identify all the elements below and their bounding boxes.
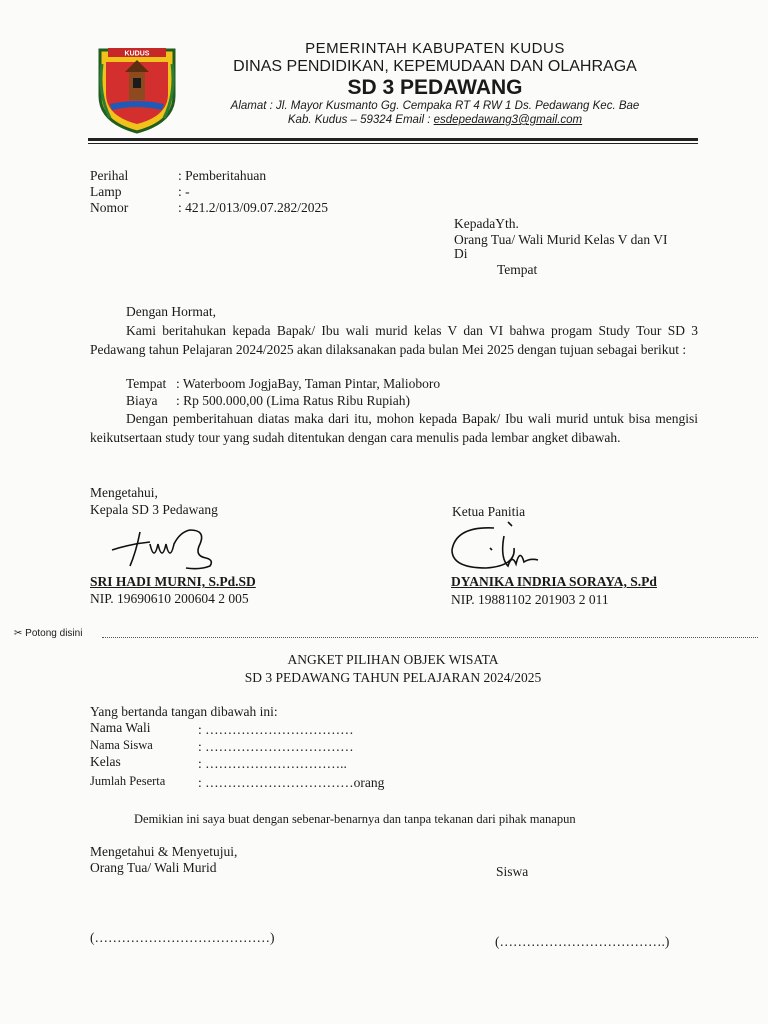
letterhead-school-name: SD 3 PEDAWANG <box>347 76 523 99</box>
letterhead-rule-thick <box>88 138 698 141</box>
body-paragraph-1: Kami beritahukan kepada Bapak/ Ibu wali murid kelas V dan VI bahwa progam Study Tour SD 3 Pedawang tahun Pelajaran 2024/2025 akan dilaksanakan pada bulan Mei 2025 dengan tujuan sebagai berikut : <box>90 323 698 357</box>
recipient-line-3: Di <box>454 246 468 261</box>
form-statement: Demikian ini saya buat dengan sebenar-benarnya dan tanpa tekanan dari pihak manapun <box>134 812 576 826</box>
nama-siswa-field: : …………………………… <box>198 739 354 754</box>
kelas-label: Kelas <box>90 754 121 769</box>
committee-chair-nip: NIP. 19881102 201903 2 011 <box>451 592 609 607</box>
letterhead-address: Alamat : Jl. Mayor Kusmanto Gg. Cempaka RT 4 RW 1 Ds. Pedawang Kec. Bae <box>230 100 640 112</box>
scissors-icon: ✂ <box>14 628 23 639</box>
biaya-label: Biaya <box>126 393 158 408</box>
nama-wali-field: : …………………………… <box>198 722 354 737</box>
form-subtitle: SD 3 PEDAWANG TAHUN PELAJARAN 2024/2025 <box>244 670 542 685</box>
kudus-regency-logo <box>96 44 178 134</box>
greeting: Dengan Hormat, <box>126 304 216 319</box>
parent-label: Orang Tua/ Wali Murid <box>90 860 217 875</box>
left-sign-label-1: Mengetahui, <box>90 485 158 500</box>
headmaster-nip: NIP. 19690610 200604 2 005 <box>90 591 249 606</box>
nomor-label: Nomor <box>90 200 129 215</box>
perihal-value: : Pemberitahuan <box>178 168 267 183</box>
letterhead-address-2: Kab. Kudus – 59324 Email : <box>287 114 434 126</box>
student-signature-line: (……………………………….) <box>495 934 670 949</box>
tempat-value: : Waterboom JogjaBay, Taman Pintar, Malioboro <box>176 376 441 391</box>
letterhead-address-email-line <box>200 114 670 126</box>
form-title: ANGKET PILIHAN OBJEK WISATA <box>287 652 499 667</box>
cut-dotted-line <box>102 637 758 638</box>
left-sign-label-2: Kepala SD 3 Pedawang <box>90 502 218 517</box>
right-sign-label: Ketua Panitia <box>452 504 526 519</box>
biaya-value: : Rp 500.000,00 (Lima Ratus Ribu Rupiah) <box>176 393 410 408</box>
recipient-line-2: Orang Tua/ Wali Murid Kelas V dan VI <box>454 232 668 247</box>
nomor-value: : 421.2/013/09.07.282/2025 <box>178 200 329 215</box>
jumlah-peserta-field: : ……………………………orang <box>198 775 385 790</box>
letterhead-government: PEMERINTAH KABUPATEN KUDUS <box>305 40 565 57</box>
lamp-value: : - <box>178 184 190 199</box>
recipient-line-1: KepadaYth. <box>454 216 519 231</box>
student-label: Siswa <box>496 864 529 879</box>
cut-label: Potong disini <box>25 628 83 639</box>
letterhead-rule-thin <box>88 143 698 144</box>
letterhead-email: esdepedawang3@gmail.com <box>433 114 583 126</box>
lamp-label: Lamp <box>90 184 122 199</box>
recipient-line-4: Tempat <box>497 262 538 277</box>
svg-text:KUDUS: KUDUS <box>124 50 150 58</box>
cut-here <box>14 628 82 639</box>
committee-chair-name: DYANIKA INDRIA SORAYA, S.Pd <box>451 574 657 589</box>
tempat-label: Tempat <box>126 376 167 391</box>
perihal-label: Perihal <box>90 168 129 183</box>
headmaster-signature <box>110 522 220 572</box>
committee-chair-signature <box>446 518 546 578</box>
parent-approval-label: Mengetahui & Menyetujui, <box>90 844 238 859</box>
jumlah-peserta-label: Jumlah Peserta <box>90 774 166 788</box>
kelas-field: : ………………………….. <box>198 756 347 771</box>
form-intro: Yang bertanda tangan dibawah ini: <box>90 704 278 719</box>
nama-siswa-label: Nama Siswa <box>90 738 153 752</box>
body-paragraph-2: Dengan pemberitahuan diatas maka dari itu, mohon kepada Bapak/ Ibu wali murid untuk bisa mengisi keikutsertaan study tour yang sudah ditentukan dengan cara menulis pada lembar angket dibawah. <box>90 411 698 445</box>
nama-wali-label: Nama Wali <box>90 720 151 735</box>
headmaster-name: SRI HADI MURNI, S.Pd.SD <box>90 574 256 589</box>
letterhead-department: DINAS PENDIDIKAN, KEPEMUDAAN DAN OLAHRAGA <box>233 58 637 75</box>
parent-signature-line: (…………………………………) <box>90 930 275 945</box>
